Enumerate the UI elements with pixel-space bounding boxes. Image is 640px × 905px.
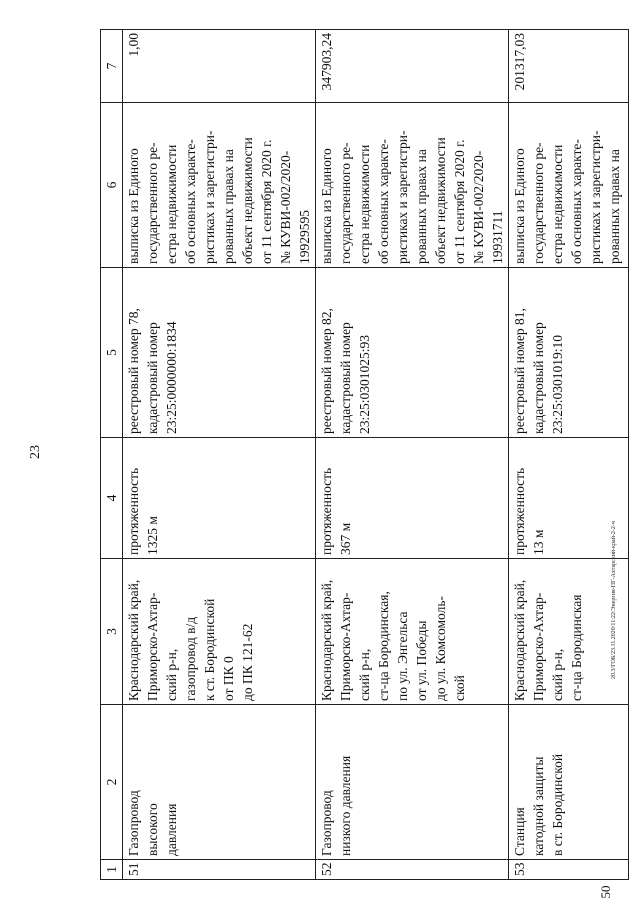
ownership-document: выписка из Единого государственного ре- естра недвижимости об основных характе- ристиках и зарегистри- рованных правах на объект недвижимости от 11 сентября 2020 г. № КУВИ-002/2020- 19931711 xyxy=(316,103,509,268)
document-stamp: 20.3/ГОБ/23.11.2020/11:22/Энергия-ПГ-Ахтарский-край-2-2-ч xyxy=(611,521,617,679)
col-header-5: 5 xyxy=(101,268,123,438)
property-table xyxy=(100,29,629,880)
object-value: 1,00 xyxy=(123,30,316,103)
col-header-3: 3 xyxy=(101,559,123,705)
row-number: 52 xyxy=(316,860,509,880)
col-header-6: 6 xyxy=(101,103,123,268)
row-number: 51 xyxy=(123,860,316,880)
object-address: Краснодарский край, Приморско-Ахтар- ский р-н, ст-ца Бородинская, по ул. Энгельса от ул. Победы до ул. Комсомоль- ской xyxy=(316,559,509,705)
ownership-document: выписка из Единого государственного ре- естра недвижимости об основных характе- ристиках и зарегистри- рованных правах на xyxy=(509,103,629,268)
object-value: 347903,24 xyxy=(316,30,509,103)
object-characteristic: протяженность 367 м xyxy=(316,438,509,559)
registry-number: реестровый номер 81, кадастровый номер 23:25:0301019:10 xyxy=(509,268,629,438)
col-header-2: 2 xyxy=(101,705,123,860)
table-row xyxy=(123,30,316,880)
object-name: Газопровод низкого давления xyxy=(316,705,509,860)
registry-number: реестровый номер 82, кадастровый номер 23:25:0301025:93 xyxy=(316,268,509,438)
ownership-document: выписка из Единого государственного ре- естра недвижимости об основных характе- ристиках и зарегистри- рованных правах на объект недвижимости от 11 сентября 2020 г. № КУВИ-002/2020- 19929595 xyxy=(123,103,316,268)
object-characteristic: протяженность 13 м xyxy=(509,438,629,559)
object-name: Газопровод высокого давления xyxy=(123,705,316,860)
col-header-1: 1 xyxy=(101,860,123,880)
object-name: Станция катодной защиты в ст. Бородинской xyxy=(509,705,629,860)
object-characteristic: протяженность 1325 м xyxy=(123,438,316,559)
col-header-4: 4 xyxy=(101,438,123,559)
row-number: 53 xyxy=(509,860,629,880)
page-number: 23 xyxy=(28,445,43,459)
object-value: 201317,03 xyxy=(509,30,629,103)
table-row xyxy=(509,30,629,880)
col-header-7: 7 xyxy=(101,30,123,103)
object-address: Краснодарский край, Приморско-Ахтар- ский р-н, ст-ца Бородинская xyxy=(509,559,629,705)
registry-number: реестровый номер 78, кадастровый номер 23:25:0000000:1834 xyxy=(123,268,316,438)
object-address: Краснодарский край, Приморско-Ахтар- ский р-н, газопровод в/д к ст. Бородинской от ПК 0 до ПК 121-62 xyxy=(123,559,316,705)
header-row xyxy=(101,30,123,880)
table-row xyxy=(316,30,509,880)
bottom-page-number: 50 xyxy=(598,885,613,899)
